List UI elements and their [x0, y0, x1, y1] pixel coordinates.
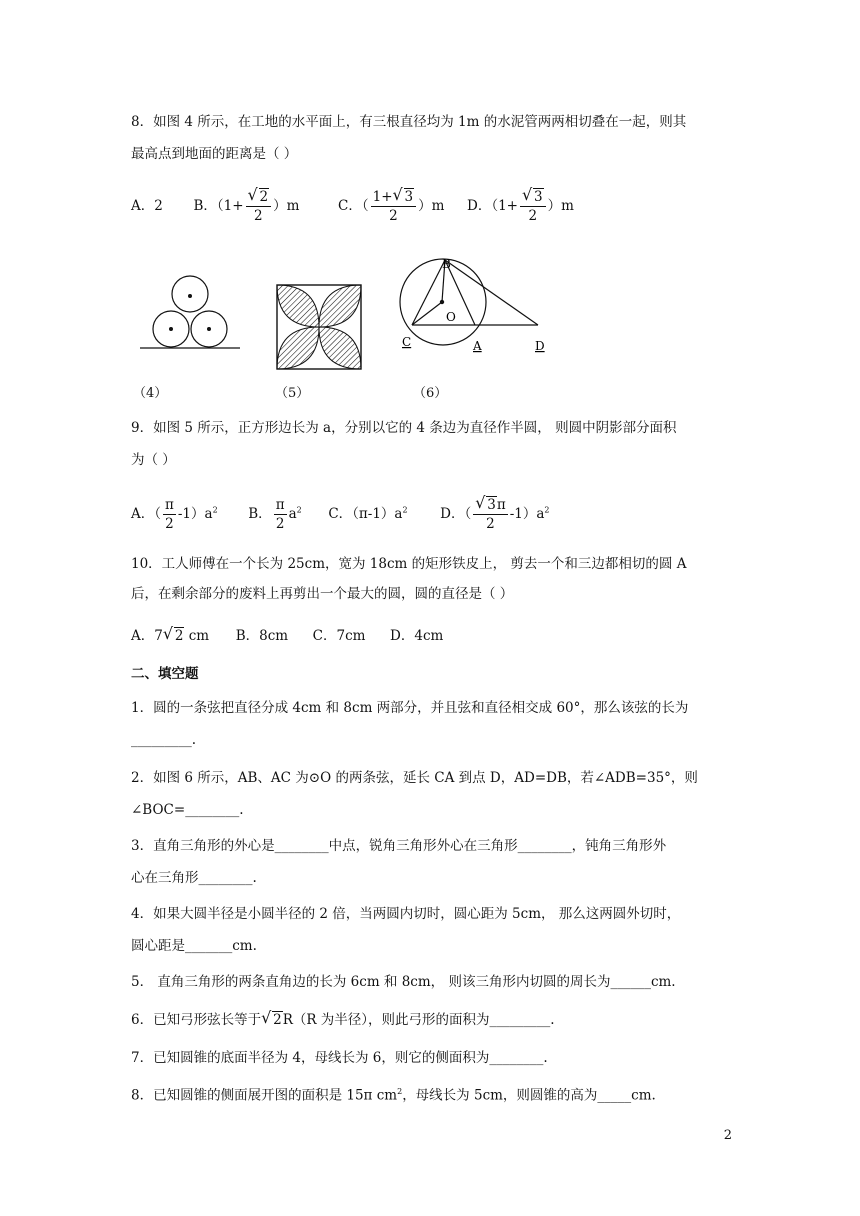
figure-4-stacked-pipes: [138, 268, 242, 358]
chord-bc: [412, 260, 445, 325]
fill-q1-line1: 1．圆的一条弦把直径分成 4cm 和 8cm 两部分，并且弦和直径相交成 60°，那么该弦的长为: [131, 700, 689, 716]
q10-text-line1: 10．工人师傅在一个长为 25cm，宽为 18cm 的矩形铁皮上， 剪去一个和三边都相切的圆 A: [131, 556, 687, 572]
fill-q5-line1: 5． 直角三角形的两条直角边的长为 6cm 和 8cm， 则该三角形内切圆的周长为______cm.: [131, 974, 676, 990]
figure-4-caption: （4）: [133, 386, 168, 401]
q8-options: [131, 188, 574, 225]
q8-option-c: C．（ $\frac{1+√ 3}{2}$ ）m: [338, 198, 444, 214]
q9-option-b: B． $\frac{\pi}{2}$ $a^2$: [248, 496, 302, 532]
fill-q2-line2: ∠BOC=________.: [131, 802, 244, 818]
fill-q7-line1: 7．已知圆锥的底面半径为 4，母线长为 6，则它的侧面积为________.: [131, 1050, 548, 1066]
q9-text-line1: 9．如图 5 所示，正方形边长为 a，分别以它的 4 条边为直径作半圆， 则圆中阴影部分面积: [131, 420, 677, 436]
q9-option-d: D．（ √ $\frac{3\pi}{2}$ $-1)a^2$: [440, 506, 549, 522]
q10-option-a: A．7√ 2 cm: [131, 628, 209, 644]
fill-q1-line2: _________.: [131, 732, 197, 748]
pipe-right-center: [207, 327, 211, 331]
fill-q4-line2: 圆心距是_______cm.: [131, 938, 257, 954]
pipe-top-center: [188, 294, 192, 298]
center-o: [440, 300, 444, 304]
q9-option-c: C．$(\pi-1)a^2$: [328, 505, 408, 522]
q8-option-b: B．（1+ √ $\frac{2}{2}$ ）m: [193, 198, 299, 214]
q10-option-d: D．4cm: [390, 628, 444, 644]
q10-options: [131, 626, 443, 646]
label-b: B: [442, 257, 451, 271]
figure-5-square-petals: [276, 284, 362, 370]
figure-5-caption: （5）: [275, 386, 310, 401]
q10-option-c: C．7cm: [312, 628, 366, 644]
q8-option-a: A．2: [131, 198, 163, 214]
petal-top-right: [319, 285, 361, 327]
fill-q8-line1: 8．已知圆锥的侧面展开图的面积是 15π $cm^2$，母线长为 5cm，则圆锥的高为_____cm.: [131, 1087, 656, 1104]
segment-bd: [445, 260, 538, 325]
q8-text-line2: 最高点到地面的距离是（ ）: [131, 146, 298, 162]
figure-6-caption: （6）: [413, 386, 448, 401]
pipe-left-center: [169, 327, 173, 331]
q8-text-line1: 8．如图 4 所示，在工地的水平面上，有三根直径均为 1m 的水泥管两两相切叠在一起，则其: [131, 114, 687, 130]
petal-top-left: [277, 285, 319, 327]
section-heading-fill-in: 二、填空题: [131, 666, 199, 682]
q10-text-line2: 后，在剩余部分的废料上再剪出一个最大的圆，圆的直径是（ ）: [131, 586, 514, 602]
label-o: O: [446, 310, 456, 324]
label-a: A: [473, 339, 482, 353]
label-d: D: [535, 339, 545, 353]
fill-q3-line1: 3．直角三角形的外心是________中点，锐角三角形外心在三角形________，钝角三角形外: [131, 838, 667, 854]
q9-option-a: A．（ $\frac{\pi}{2}$ $-1)a^2$: [131, 496, 218, 532]
fill-q2-line1: 2．如图 6 所示，AB、AC 为⊙O 的两条弦，延长 CA 到点 D，AD=DB，若∠ADB=35°，则: [131, 770, 698, 786]
petal-bottom-right: [319, 327, 361, 369]
figure-6-circle-chords: [396, 254, 556, 366]
q8-option-d: D．（1+ √ $\frac{3}{2}$ ）m: [467, 198, 574, 214]
label-c: C: [402, 335, 412, 349]
page-number: 2: [723, 1128, 732, 1143]
radius-oc: [412, 302, 442, 325]
q9-text-line2: 为（ ）: [131, 452, 176, 468]
fill-q6-line1: 6．已知弓形弦长等于√ 2R（R 为半径），则此弓形的面积为_________.: [131, 1010, 555, 1030]
fill-q4-line1: 4．如果大圆半径是小圆半径的 2 倍，当两圆内切时，圆心距为 5cm， 那么这两圆外切时，: [131, 906, 681, 922]
fill-q3-line2: 心在三角形________.: [131, 870, 257, 886]
petal-bottom-left: [277, 327, 319, 369]
q9-options: [131, 492, 550, 533]
q10-option-b: B．8cm: [235, 628, 289, 644]
